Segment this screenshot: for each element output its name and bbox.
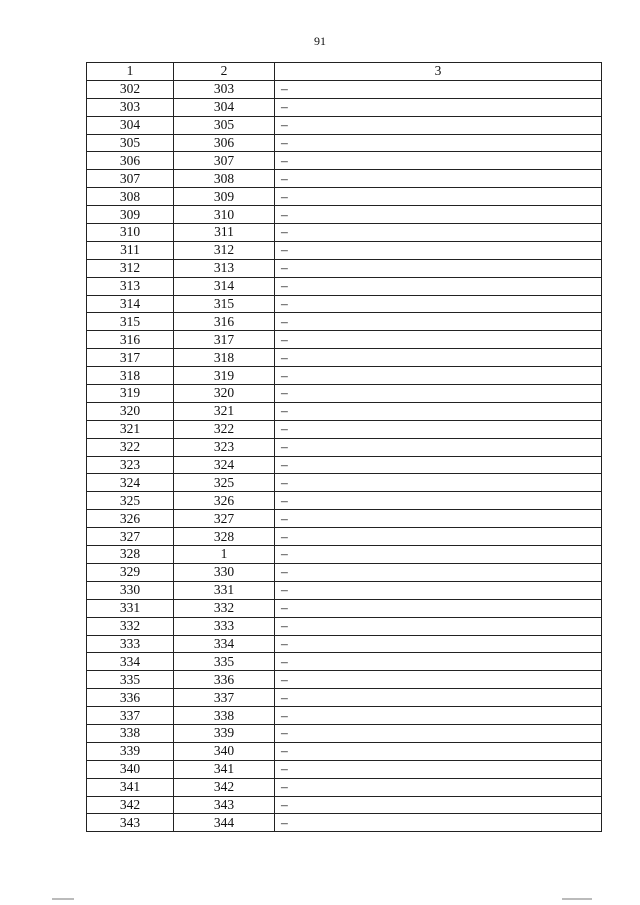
table-cell-col-3: – xyxy=(275,474,602,492)
table-cell-col-2: 325 xyxy=(174,474,275,492)
table-cell-col-2: 324 xyxy=(174,456,275,474)
table-row xyxy=(87,80,602,98)
table-cell-col-1: 335 xyxy=(87,671,174,689)
table-cell-col-2: 342 xyxy=(174,778,275,796)
table-cell-col-2: 312 xyxy=(174,241,275,259)
table-row xyxy=(87,349,602,367)
table-cell-col-3: – xyxy=(275,707,602,725)
table-cell-col-2: 320 xyxy=(174,385,275,403)
table-cell-col-3: – xyxy=(275,98,602,116)
table-cell-col-1: 314 xyxy=(87,295,174,313)
table-cell-col-1: 320 xyxy=(87,402,174,420)
table-cell-col-3: – xyxy=(275,402,602,420)
table-row xyxy=(87,474,602,492)
table-cell-col-1: 325 xyxy=(87,492,174,510)
table-body xyxy=(87,80,602,831)
table-cell-col-2: 306 xyxy=(174,134,275,152)
table-row xyxy=(87,724,602,742)
table-cell-col-1: 317 xyxy=(87,349,174,367)
table-cell-col-1: 315 xyxy=(87,313,174,331)
table-cell-col-2: 337 xyxy=(174,689,275,707)
table-cell-col-3: – xyxy=(275,742,602,760)
table-cell-col-2: 313 xyxy=(174,259,275,277)
table-row xyxy=(87,206,602,224)
table-cell-col-2: 323 xyxy=(174,438,275,456)
table-cell-col-2: 319 xyxy=(174,367,275,385)
table-row xyxy=(87,456,602,474)
table-cell-col-3: – xyxy=(275,510,602,528)
table-cell-col-1: 321 xyxy=(87,420,174,438)
table-cell-col-2: 331 xyxy=(174,581,275,599)
table-cell-col-3: – xyxy=(275,796,602,814)
table-row xyxy=(87,689,602,707)
table-cell-col-1: 330 xyxy=(87,581,174,599)
table-cell-col-1: 339 xyxy=(87,742,174,760)
table-cell-col-1: 322 xyxy=(87,438,174,456)
table-cell-col-3: – xyxy=(275,224,602,242)
table-cell-col-1: 334 xyxy=(87,653,174,671)
table-cell-col-2: 339 xyxy=(174,724,275,742)
table-cell-col-2: 340 xyxy=(174,742,275,760)
table-row xyxy=(87,778,602,796)
header-row xyxy=(87,63,602,81)
table-row xyxy=(87,116,602,134)
table-cell-col-2: 303 xyxy=(174,80,275,98)
header-col-1: 1 xyxy=(87,63,174,81)
table-cell-col-1: 311 xyxy=(87,241,174,259)
table-row xyxy=(87,653,602,671)
table-cell-col-3: – xyxy=(275,814,602,832)
table-cell-col-2: 1 xyxy=(174,546,275,564)
table-cell-col-1: 340 xyxy=(87,760,174,778)
table-row xyxy=(87,563,602,581)
table-cell-col-3: – xyxy=(275,778,602,796)
table-cell-col-3: – xyxy=(275,277,602,295)
table-header xyxy=(87,63,602,81)
table-cell-col-1: 302 xyxy=(87,80,174,98)
table-cell-col-3: – xyxy=(275,134,602,152)
table-row xyxy=(87,98,602,116)
table-row xyxy=(87,760,602,778)
table-cell-col-3: – xyxy=(275,456,602,474)
table-cell-col-3: – xyxy=(275,152,602,170)
table-row xyxy=(87,295,602,313)
table-cell-col-3: – xyxy=(275,546,602,564)
table-cell-col-1: 329 xyxy=(87,563,174,581)
table-row xyxy=(87,546,602,564)
table-row xyxy=(87,170,602,188)
table-cell-col-2: 327 xyxy=(174,510,275,528)
table-row xyxy=(87,492,602,510)
table-cell-col-1: 326 xyxy=(87,510,174,528)
table-cell-col-2: 311 xyxy=(174,224,275,242)
table-cell-col-1: 316 xyxy=(87,331,174,349)
table-row xyxy=(87,796,602,814)
table-cell-col-2: 335 xyxy=(174,653,275,671)
table-cell-col-1: 338 xyxy=(87,724,174,742)
table-cell-col-3: – xyxy=(275,80,602,98)
table-cell-col-1: 319 xyxy=(87,385,174,403)
table-cell-col-1: 327 xyxy=(87,528,174,546)
table-row xyxy=(87,367,602,385)
table-row xyxy=(87,402,602,420)
table-row xyxy=(87,707,602,725)
table-cell-col-1: 333 xyxy=(87,635,174,653)
table-row xyxy=(87,313,602,331)
table-cell-col-1: 318 xyxy=(87,367,174,385)
table-row xyxy=(87,259,602,277)
table-cell-col-3: – xyxy=(275,689,602,707)
table-row xyxy=(87,438,602,456)
table-row xyxy=(87,134,602,152)
table-cell-col-2: 305 xyxy=(174,116,275,134)
table-row xyxy=(87,331,602,349)
table-cell-col-1: 306 xyxy=(87,152,174,170)
table-cell-col-1: 310 xyxy=(87,224,174,242)
table-cell-col-2: 304 xyxy=(174,98,275,116)
table-cell-col-2: 330 xyxy=(174,563,275,581)
table-row xyxy=(87,814,602,832)
table-cell-col-2: 316 xyxy=(174,313,275,331)
table-cell-col-2: 315 xyxy=(174,295,275,313)
table-cell-col-2: 326 xyxy=(174,492,275,510)
table-cell-col-3: – xyxy=(275,617,602,635)
table-cell-col-2: 321 xyxy=(174,402,275,420)
table-row xyxy=(87,277,602,295)
table-row xyxy=(87,152,602,170)
table-row xyxy=(87,528,602,546)
table-cell-col-1: 341 xyxy=(87,778,174,796)
table-cell-col-1: 303 xyxy=(87,98,174,116)
table-cell-col-3: – xyxy=(275,528,602,546)
table-cell-col-1: 307 xyxy=(87,170,174,188)
table-cell-col-2: 336 xyxy=(174,671,275,689)
table-cell-col-3: – xyxy=(275,259,602,277)
table-cell-col-2: 314 xyxy=(174,277,275,295)
table-cell-col-3: – xyxy=(275,170,602,188)
table-cell-col-3: – xyxy=(275,599,602,617)
table-cell-col-2: 309 xyxy=(174,188,275,206)
table-cell-col-1: 305 xyxy=(87,134,174,152)
table-cell-col-3: – xyxy=(275,563,602,581)
table-cell-col-1: 309 xyxy=(87,206,174,224)
scan-artifact-mark xyxy=(562,898,592,900)
table-cell-col-1: 337 xyxy=(87,707,174,725)
table-cell-col-3: – xyxy=(275,295,602,313)
table-row xyxy=(87,224,602,242)
table-cell-col-1: 331 xyxy=(87,599,174,617)
table-cell-col-3: – xyxy=(275,331,602,349)
table-cell-col-3: – xyxy=(275,188,602,206)
table-cell-col-1: 312 xyxy=(87,259,174,277)
table-cell-col-3: – xyxy=(275,438,602,456)
table-cell-col-3: – xyxy=(275,385,602,403)
table-cell-col-1: 313 xyxy=(87,277,174,295)
header-col-2: 2 xyxy=(174,63,275,81)
header-col-3: 3 xyxy=(275,63,602,81)
table-row xyxy=(87,188,602,206)
table-cell-col-1: 343 xyxy=(87,814,174,832)
table-cell-col-2: 328 xyxy=(174,528,275,546)
table-cell-col-2: 317 xyxy=(174,331,275,349)
data-table xyxy=(86,62,602,832)
table-cell-col-2: 322 xyxy=(174,420,275,438)
table-cell-col-2: 333 xyxy=(174,617,275,635)
table-cell-col-2: 308 xyxy=(174,170,275,188)
table-cell-col-2: 318 xyxy=(174,349,275,367)
table-cell-col-1: 308 xyxy=(87,188,174,206)
table-cell-col-2: 332 xyxy=(174,599,275,617)
table-row xyxy=(87,742,602,760)
table-row xyxy=(87,241,602,259)
table-cell-col-1: 332 xyxy=(87,617,174,635)
table-row xyxy=(87,599,602,617)
table-cell-col-3: – xyxy=(275,206,602,224)
table-cell-col-3: – xyxy=(275,241,602,259)
table-cell-col-1: 336 xyxy=(87,689,174,707)
table-cell-col-2: 338 xyxy=(174,707,275,725)
table-cell-col-3: – xyxy=(275,367,602,385)
table-row xyxy=(87,420,602,438)
page-number: 91 xyxy=(314,34,326,48)
table-cell-col-3: – xyxy=(275,313,602,331)
table-row xyxy=(87,385,602,403)
table-cell-col-2: 310 xyxy=(174,206,275,224)
table-row xyxy=(87,671,602,689)
table-cell-col-1: 323 xyxy=(87,456,174,474)
table-cell-col-1: 324 xyxy=(87,474,174,492)
table-row xyxy=(87,510,602,528)
table-cell-col-1: 328 xyxy=(87,546,174,564)
table-row xyxy=(87,581,602,599)
table-cell-col-3: – xyxy=(275,653,602,671)
table-cell-col-2: 307 xyxy=(174,152,275,170)
table-cell-col-3: – xyxy=(275,492,602,510)
scan-artifact-mark xyxy=(52,898,74,900)
table-cell-col-2: 334 xyxy=(174,635,275,653)
table-cell-col-2: 343 xyxy=(174,796,275,814)
table-cell-col-2: 344 xyxy=(174,814,275,832)
table-row xyxy=(87,635,602,653)
table-cell-col-3: – xyxy=(275,724,602,742)
table-cell-col-3: – xyxy=(275,635,602,653)
table-cell-col-1: 342 xyxy=(87,796,174,814)
table-cell-col-1: 304 xyxy=(87,116,174,134)
table-row xyxy=(87,617,602,635)
table-cell-col-3: – xyxy=(275,581,602,599)
table-cell-col-3: – xyxy=(275,760,602,778)
table-cell-col-3: – xyxy=(275,671,602,689)
table-cell-col-2: 341 xyxy=(174,760,275,778)
table-cell-col-3: – xyxy=(275,116,602,134)
table-cell-col-3: – xyxy=(275,420,602,438)
table-cell-col-3: – xyxy=(275,349,602,367)
